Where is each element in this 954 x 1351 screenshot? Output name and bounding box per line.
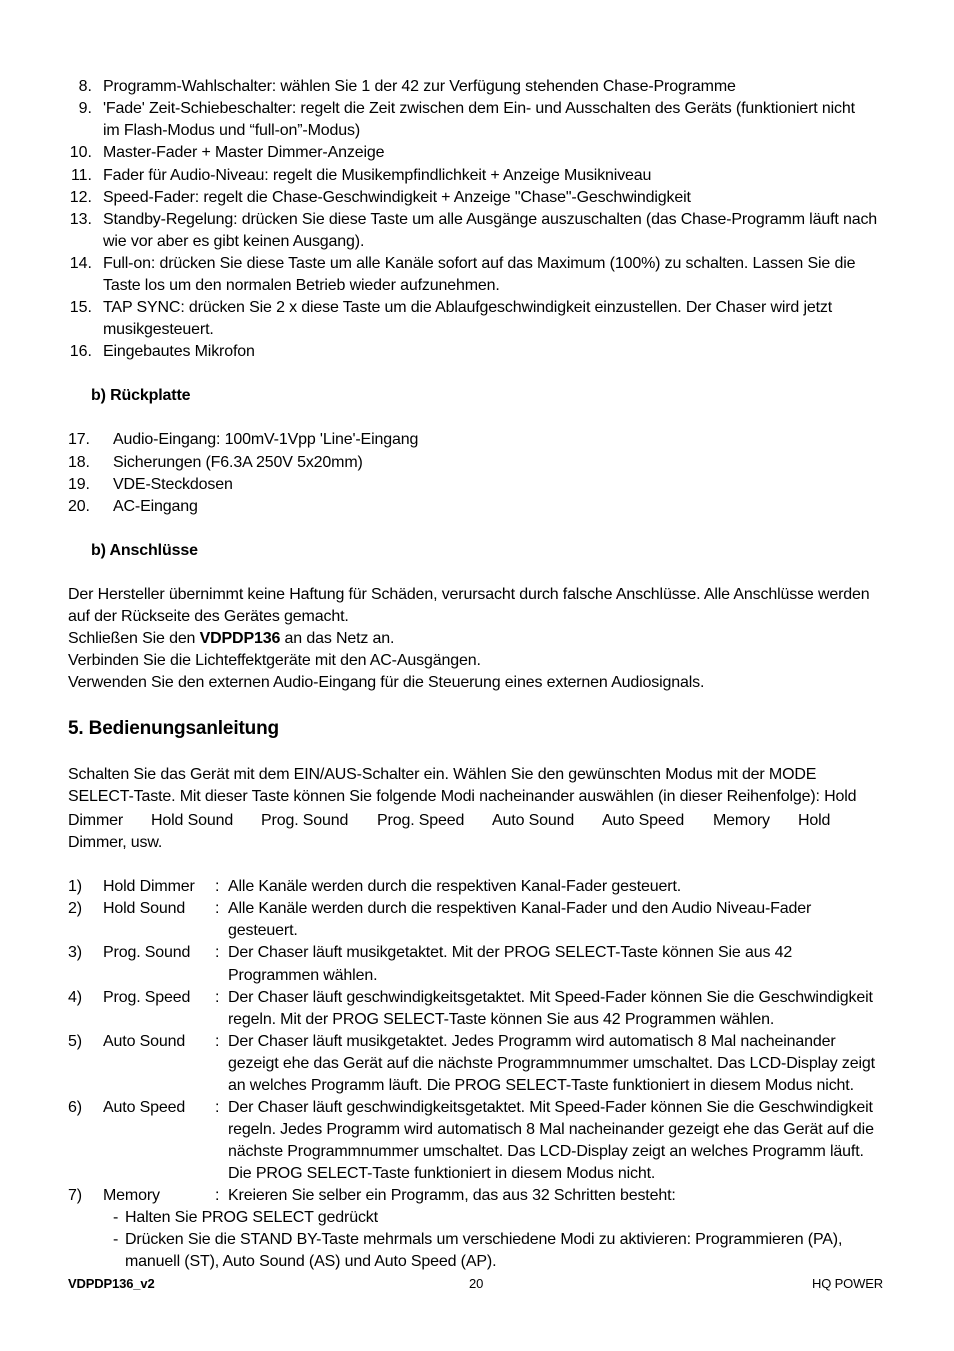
mode-colon: : — [215, 1033, 220, 1050]
mode-sequence-item: Hold Sound — [151, 812, 234, 829]
list-item-number: 9. — [78, 100, 92, 117]
mode-description: nächste Programmnummer umschaltet. Das LCD-Display zeigt an welches Programm läuft. — [228, 1143, 864, 1160]
footer-brand: HQ POWER — [812, 1276, 884, 1291]
list-item-number: 10. — [69, 144, 92, 161]
paragraph-text: an das Netz an. — [280, 630, 395, 647]
paragraph-line: Der Hersteller übernimmt keine Haftung für Schäden, verursacht durch falsche Anschlüsse. Alle Anschlüsse werden — [68, 586, 870, 603]
mode-name: Hold Dimmer — [103, 878, 195, 895]
mode-description: gesteuert. — [228, 922, 298, 939]
list-item-number: 16. — [69, 343, 92, 360]
list-item-number: 17. — [68, 431, 90, 448]
mode-name: Auto Sound — [103, 1033, 186, 1050]
subheading-connections: b) Anschlüsse — [91, 542, 198, 559]
footer-page-number: 20 — [469, 1276, 484, 1291]
paragraph-line: Verwenden Sie den externen Audio-Eingang für die Steuerung eines externen Audiosignals. — [68, 674, 705, 691]
list-item-number: 18. — [68, 454, 90, 471]
list-item-text: musikgesteuert. — [103, 321, 214, 338]
mode-description: regeln. Jedes Programm wird automatisch 8 Mal nacheinander gezeigt ehe das Gerät auf die — [228, 1121, 874, 1138]
mode-description: Der Chaser läuft geschwindigkeitsgetaktet. Mit Speed-Fader können Sie die Geschwindigkeit — [228, 1099, 873, 1116]
list-item-text: Speed-Fader: regelt die Chase-Geschwindigkeit + Anzeige "Chase"-Geschwindigkeit — [103, 189, 691, 206]
mode-description: Der Chaser läuft geschwindigkeitsgetaktet. Mit Speed-Fader können Sie die Geschwindigkeit — [228, 989, 873, 1006]
list-item-text: wie vor aber es gibt keinen Ausgang). — [103, 233, 365, 250]
paragraph-line: Dimmer, usw. — [68, 834, 163, 851]
mode-description: regeln. Mit der PROG SELECT-Taste können Sie aus 42 Programmen wählen. — [228, 1011, 775, 1028]
mode-description: an welches Programm läuft. Die PROG SELECT-Taste funktioniert in diesem Modus nicht. — [228, 1077, 854, 1094]
list-item-text: AC-Eingang — [113, 498, 198, 515]
mode-description: Kreieren Sie selber ein Programm, das aus 32 Schritten besteht: — [228, 1187, 676, 1204]
list-item-text: Sicherungen (F6.3A 250V 5x20mm) — [113, 454, 363, 471]
paragraph-line: Verbinden Sie die Lichteffektgeräte mit den AC-Ausgängen. — [68, 652, 481, 669]
step-dash: - — [113, 1209, 119, 1226]
list-item-number: 15. — [69, 299, 92, 316]
list-item-text: Audio-Eingang: 100mV-1Vpp 'Line'-Eingang — [113, 431, 419, 448]
mode-sequence-item: Dimmer — [68, 812, 124, 829]
mode-number: 4) — [68, 989, 82, 1006]
paragraph-line: SELECT-Taste. Mit dieser Taste können Sie folgende Modi nacheinander auswählen (in dieser Reihenfolge): Hold — [68, 788, 857, 805]
list-item-text: TAP SYNC: drücken Sie 2 x diese Taste um die Ablaufgeschwindigkeit einzustellen. Der Chaser wird jetzt — [103, 299, 833, 316]
list-item-text: Full-on: drücken Sie diese Taste um alle Kanäle sofort auf das Maximum (100%) zu schalten. Lassen Sie die — [103, 255, 856, 272]
mode-number: 2) — [68, 900, 82, 917]
footer-model: VDPDP136_v2 — [68, 1276, 155, 1291]
list-item-text: im Flash-Modus und “full-on”-Modus) — [103, 122, 361, 139]
mode-sequence-item: Auto Sound — [492, 812, 575, 829]
mode-sequence-item: Memory — [713, 812, 770, 829]
list-item-text: 'Fade' Zeit-Schiebeschalter: regelt die Zeit zwischen dem Ein- und Ausschalten des Geräts (funktioniert nicht — [103, 100, 855, 117]
list-item-number: 14. — [69, 255, 92, 272]
mode-sequence-item: Hold — [798, 812, 831, 829]
list-item-number: 20. — [68, 498, 90, 515]
list-item-number: 11. — [70, 167, 92, 184]
mode-description: Programmen wählen. — [228, 967, 378, 984]
mode-sequence-item: Auto Speed — [602, 812, 685, 829]
paragraph-text: Schließen Sie den — [68, 630, 200, 647]
list-item-text: Eingebautes Mikrofon — [103, 343, 255, 360]
mode-colon: : — [215, 944, 220, 961]
list-item-text: VDE-Steckdosen — [113, 476, 233, 493]
step-text: manuell (ST), Auto Sound (AS) und Auto Speed (AP). — [125, 1253, 497, 1270]
list-item-number: 12. — [69, 189, 92, 206]
step-text: Halten Sie PROG SELECT gedrückt — [125, 1209, 378, 1226]
mode-description: Alle Kanäle werden durch die respektiven Kanal-Fader und den Audio Niveau-Fader — [228, 900, 812, 917]
mode-name: Hold Sound — [103, 900, 186, 917]
list-item-number: 8. — [78, 78, 92, 95]
list-item-text: Fader für Audio-Niveau: regelt die Musikempfindlichkeit + Anzeige Musikniveau — [103, 167, 652, 184]
mode-number: 6) — [68, 1099, 82, 1116]
list-item-number: 13. — [69, 211, 92, 228]
mode-colon: : — [215, 1099, 220, 1116]
paragraph-line: auf der Rückseite des Gerätes gemacht. — [68, 608, 349, 625]
mode-description: Der Chaser läuft musikgetaktet. Mit der PROG SELECT-Taste können Sie aus 42 — [228, 944, 793, 961]
paragraph-line — [68, 629, 394, 649]
mode-description: Der Chaser läuft musikgetaktet. Jedes Programm wird automatisch 8 Mal nacheinander — [228, 1033, 836, 1050]
mode-name: Prog. Speed — [103, 989, 191, 1006]
mode-description: gezeigt ehe das Gerät auf die nächste Programmnummer umschaltet. Das LCD-Display zeigt — [228, 1055, 875, 1072]
step-text: Drücken Sie die STAND BY-Taste mehrmals um verschiedene Modi zu aktivieren: Programmieren (PA), — [125, 1231, 843, 1248]
list-item-text: Taste los um den normalen Betrieb wieder aufzunehmen. — [103, 277, 500, 294]
mode-number: 1) — [68, 878, 82, 895]
mode-name: Memory — [103, 1187, 160, 1204]
list-item-text: Programm-Wahlschalter: wählen Sie 1 der 42 zur Verfügung stehenden Chase-Programme — [103, 78, 736, 95]
mode-colon: : — [215, 989, 220, 1006]
model-name: VDPDP136 — [199, 630, 281, 647]
mode-description: Alle Kanäle werden durch die respektiven Kanal-Fader gesteuert. — [228, 878, 682, 895]
mode-number: 7) — [68, 1187, 82, 1204]
mode-number: 5) — [68, 1033, 82, 1050]
list-item-text: Standby-Regelung: drücken Sie diese Taste um alle Ausgänge auszuschalten (das Chase-Programm läuft nach — [103, 211, 878, 228]
step-dash: - — [113, 1231, 119, 1248]
mode-colon: : — [215, 878, 220, 895]
mode-name: Prog. Sound — [103, 944, 191, 961]
mode-name: Auto Speed — [103, 1099, 186, 1116]
mode-sequence-item: Prog. Speed — [377, 812, 465, 829]
list-item-text: Master-Fader + Master Dimmer-Anzeige — [103, 144, 385, 161]
mode-sequence-item: Prog. Sound — [261, 812, 349, 829]
mode-colon: : — [215, 900, 220, 917]
subheading-rear-panel: b) Rückplatte — [91, 387, 191, 404]
mode-colon: : — [215, 1187, 220, 1204]
mode-description: Die PROG SELECT-Taste funktioniert in diesem Modus nicht. — [228, 1165, 656, 1182]
paragraph-line: Schalten Sie das Gerät mit dem EIN/AUS-Schalter ein. Wählen Sie den gewünschten Modus mit der MODE — [68, 766, 817, 783]
list-item-number: 19. — [68, 476, 90, 493]
mode-number: 3) — [68, 944, 82, 961]
section-title: 5. Bedienungsanleitung — [68, 718, 279, 739]
